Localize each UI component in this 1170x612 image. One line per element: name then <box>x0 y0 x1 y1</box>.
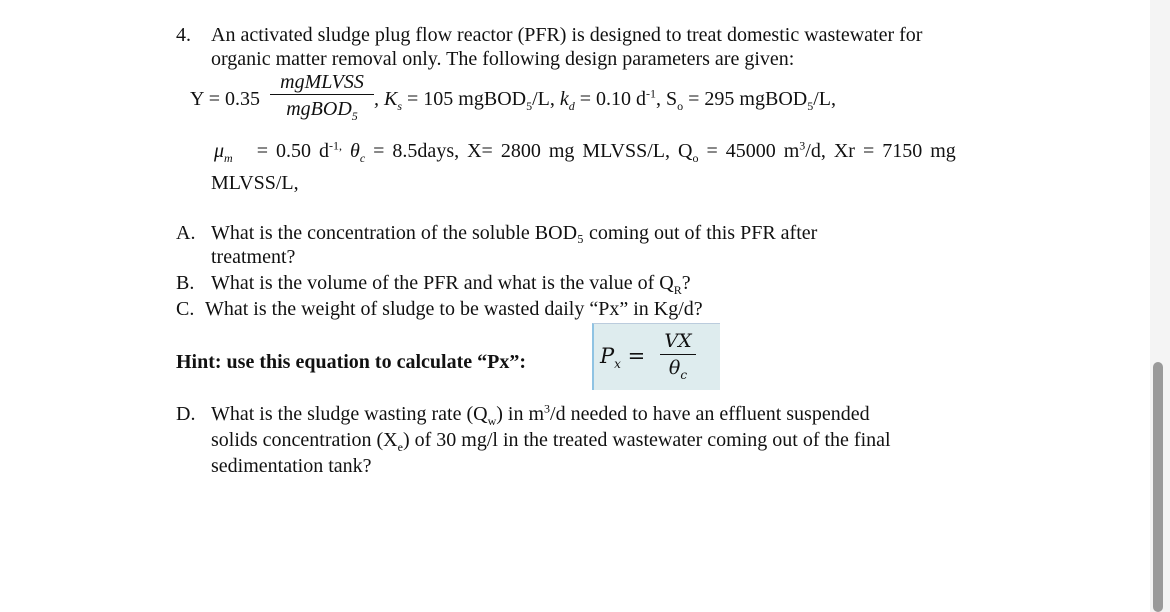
qo-sub: o <box>692 151 699 165</box>
kd-exp: -1 <box>646 86 657 101</box>
so-unit: 5 <box>807 99 814 113</box>
ks-sub: s <box>397 99 403 113</box>
eq-fraction <box>660 328 696 381</box>
den-text: mgBOD <box>286 98 352 120</box>
fraction-denominator <box>270 95 374 123</box>
kd-sub: d <box>568 99 575 113</box>
scrollbar-thumb[interactable] <box>1153 362 1163 612</box>
part-c-label: C. <box>176 298 195 320</box>
mu-val: = 0.50 d <box>256 140 329 162</box>
part-d-line-1 <box>211 401 870 428</box>
px-equation-box <box>592 323 720 390</box>
d2b: ) of 30 mg/l in the treated wastewater coming out of the final <box>402 429 891 451</box>
d1c: /d needed to have an effluent suspended <box>550 403 870 425</box>
eq-equals: = <box>627 344 646 368</box>
param-line-2 <box>214 138 956 165</box>
so-sub: o <box>677 99 684 113</box>
ks: , K <box>374 88 398 110</box>
so: , S <box>656 88 678 110</box>
so-val: = 295 mgBOD <box>683 88 808 110</box>
b-text: What is the volume of the PFR and what is the value of Q <box>211 272 674 294</box>
mu: μ <box>214 140 225 162</box>
eq-lhs: P <box>600 344 615 368</box>
part-a-line-2: treatment? <box>211 246 296 268</box>
part-d-line-3: sedimentation tank? <box>211 455 372 477</box>
param-Y-fraction <box>270 70 374 123</box>
eq-theta: θ <box>668 357 681 379</box>
ks-tail: /L, <box>532 88 560 110</box>
param-line-1 <box>374 86 836 113</box>
part-a-label: A. <box>176 222 196 244</box>
d2-sub: e <box>397 440 403 454</box>
d1-exp: 3 <box>544 401 551 416</box>
d2a: solids concentration (X <box>211 429 398 451</box>
kd-val: = 0.10 d <box>574 88 647 110</box>
qo-val: = 45000 m <box>698 140 800 162</box>
b-tail: ? <box>681 272 691 294</box>
ks-val: = 105 mgBOD <box>402 88 527 110</box>
part-d-label: D. <box>176 403 196 425</box>
theta: θ <box>350 140 360 162</box>
eq-theta-sub: c <box>680 367 688 382</box>
d1a: What is the sludge wasting rate (Q <box>211 403 488 425</box>
part-c-text: What is the weight of sludge to be wasted daily “Px” in Kg/d? <box>205 298 703 320</box>
mu-exp: -1, <box>329 138 342 153</box>
part-a-line-1: What is the concentration of the soluble BOD₅ coming out of this PFR after <box>211 222 818 244</box>
qo-tail: /d, Xr = 7150 mg <box>805 140 956 162</box>
fraction-numerator: mgMLVSS <box>280 71 364 93</box>
qo-exp: 3 <box>799 138 806 153</box>
intro-line-2: organic matter removal only. The following design parameters are given: <box>211 48 795 70</box>
d1b: ) in m <box>496 403 545 425</box>
b-sub: R <box>673 283 682 297</box>
param-Y: Y = 0.35 <box>190 88 260 110</box>
part-d-line-2 <box>211 429 891 454</box>
ks-unit: 5 <box>526 99 533 113</box>
kd: k <box>559 88 569 110</box>
d1-sub: w <box>487 414 497 428</box>
theta-val: = 8.5days, X= 2800 mg MLVSS/L, Q <box>365 140 693 162</box>
theta-sub: c <box>359 151 366 165</box>
eq-lhs-sub: x <box>614 357 621 372</box>
eq-numerator: VX <box>664 330 692 352</box>
part-b-text <box>211 272 691 297</box>
eq-denominator <box>660 355 696 381</box>
intro-line-1: An activated sludge plug flow reactor (PFR) is designed to treat domestic wastewater for <box>211 24 923 46</box>
hint-text: Hint: use this equation to calculate “Px”: <box>176 351 526 373</box>
question-number: 4. <box>176 24 191 46</box>
so-tail: /L, <box>813 88 836 110</box>
part-b-label: B. <box>176 272 195 294</box>
den-sub: 5 <box>351 109 358 123</box>
mu-sub: m <box>224 151 233 165</box>
param-line-3: MLVSS/L, <box>211 172 299 194</box>
